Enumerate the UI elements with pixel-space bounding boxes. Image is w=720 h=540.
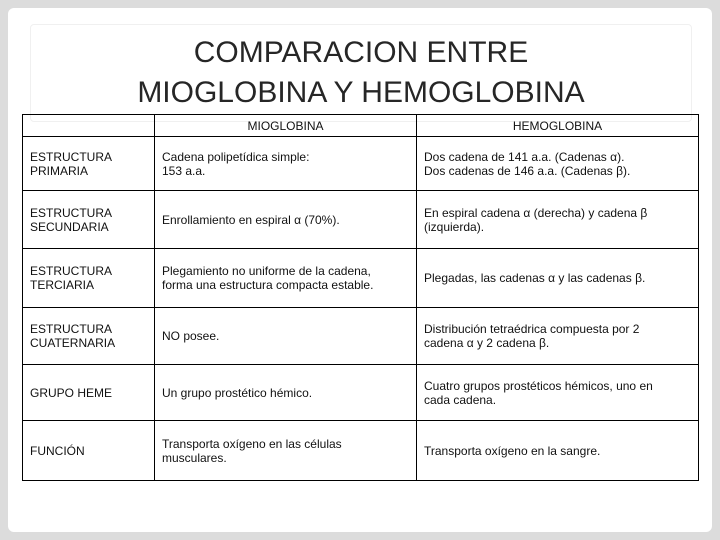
cell-line: CUATERNARIA <box>30 336 116 350</box>
cell-line: Plegamiento no uniforme de la cadena, <box>162 264 371 278</box>
cell-line: En espiral cadena α (derecha) y cadena β <box>424 205 648 220</box>
cell-line: ESTRUCTURA <box>30 149 113 164</box>
cell-line: Cuatro grupos prostéticos hémicos, uno en <box>424 378 653 393</box>
cell-line: 153 a.a. <box>162 163 206 178</box>
cell-line: Dos cadenas de 146 a.a. (Cadenas β). <box>424 163 631 178</box>
hemoglobina-cell <box>417 191 699 249</box>
cell-line: Cadena polipetídica simple: <box>162 149 310 164</box>
cell-line: TERCIARIA <box>30 278 95 292</box>
row-label-cell <box>23 249 155 308</box>
cell-line: (izquierda). <box>424 219 485 234</box>
comparison-table <box>22 114 699 481</box>
cell-line: musculares. <box>162 450 227 465</box>
table-row <box>23 365 699 421</box>
cell-line: ESTRUCTURA <box>30 205 113 220</box>
cell-line: Distribución tetraédrica compuesta por 2 <box>424 322 640 336</box>
table-row <box>23 421 699 481</box>
table-header-row <box>23 115 699 137</box>
slide-title <box>137 33 584 113</box>
row-label-cell <box>23 421 155 481</box>
title-line: MIOGLOBINA Y HEMOGLOBINA <box>137 76 585 109</box>
header-cell-mioglobina: MIOGLOBINA <box>155 115 417 137</box>
mioglobina-cell <box>155 365 417 421</box>
cell-line: cadena α y 2 cadena β. <box>424 336 550 350</box>
mioglobina-cell <box>155 191 417 249</box>
mioglobina-cell <box>155 137 417 191</box>
cell-line: NO posee. <box>162 329 220 343</box>
table-row <box>23 191 699 249</box>
title-placeholder <box>30 24 692 122</box>
header-cell-empty <box>23 115 155 137</box>
table-row <box>23 249 699 308</box>
cell-line: FUNCIÓN <box>30 443 85 458</box>
cell-line: Enrollamiento en espiral α (70%). <box>162 212 340 227</box>
cell-line: Plegadas, las cadenas α y las cadenas β. <box>424 271 646 285</box>
hemoglobina-cell <box>417 421 699 481</box>
header-cell-hemoglobina: HEMOGLOBINA <box>417 115 699 137</box>
row-label-cell <box>23 365 155 421</box>
cell-line: Transporta oxígeno en las células <box>162 436 342 451</box>
row-label-cell <box>23 191 155 249</box>
row-label-cell <box>23 137 155 191</box>
cell-line: SECUNDARIA <box>30 219 109 234</box>
cell-line: GRUPO HEME <box>30 385 113 400</box>
hemoglobina-cell <box>417 249 699 308</box>
table-row <box>23 137 699 191</box>
hemoglobina-cell <box>417 137 699 191</box>
cell-line: forma una estructura compacta estable. <box>162 278 374 292</box>
hemoglobina-cell <box>417 365 699 421</box>
table-row <box>23 308 699 365</box>
cell-line: PRIMARIA <box>30 163 89 178</box>
cell-line: cada cadena. <box>424 392 497 407</box>
hemoglobina-cell <box>417 308 699 365</box>
title-line: COMPARACION ENTRE <box>193 36 529 69</box>
mioglobina-cell <box>155 249 417 308</box>
cell-line: Un grupo prostético hémico. <box>162 385 313 400</box>
mioglobina-cell <box>155 421 417 481</box>
cell-line: ESTRUCTURA <box>30 264 113 278</box>
cell-line: ESTRUCTURA <box>30 322 113 336</box>
cell-line: Transporta oxígeno en la sangre. <box>424 443 601 458</box>
row-label-cell <box>23 308 155 365</box>
cell-line: Dos cadena de 141 a.a. (Cadenas α). <box>424 149 625 164</box>
mioglobina-cell <box>155 308 417 365</box>
